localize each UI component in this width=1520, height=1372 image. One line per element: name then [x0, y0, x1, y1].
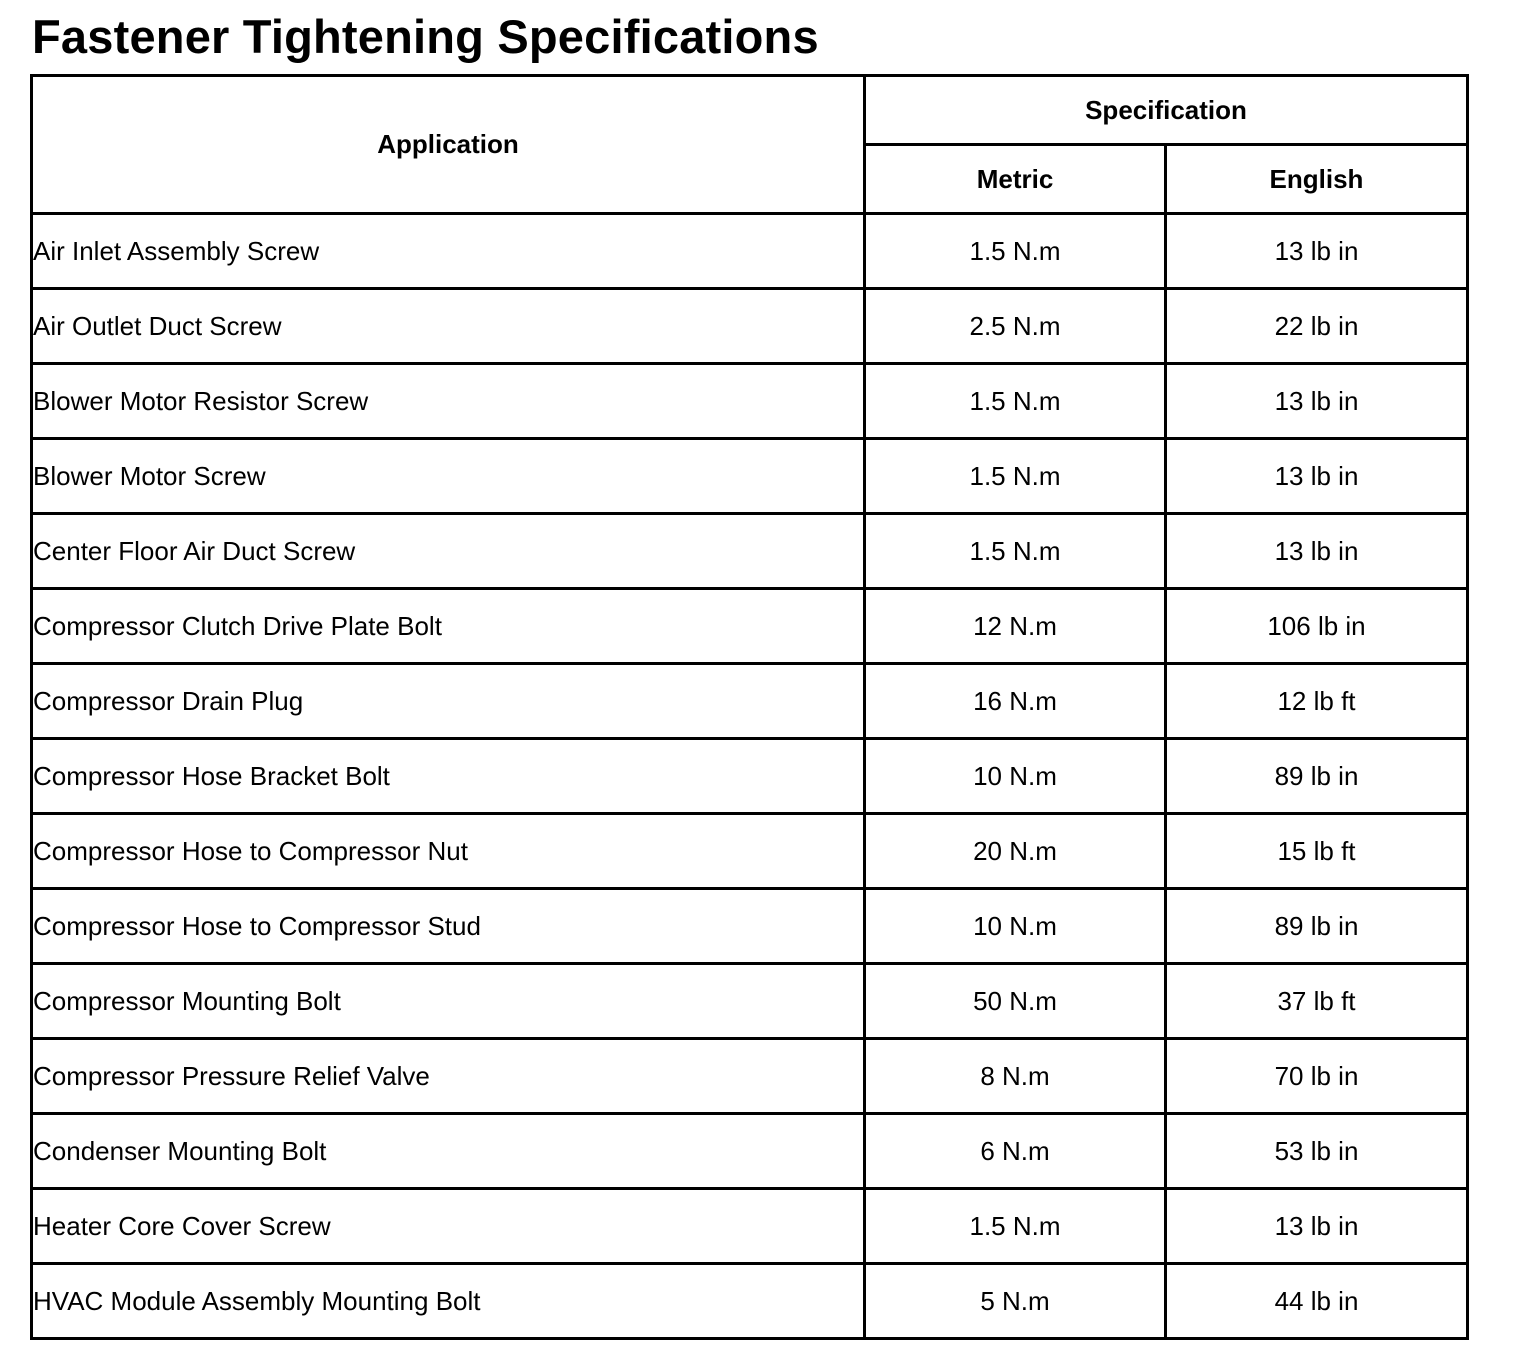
application-cell: Blower Motor Screw	[32, 439, 865, 514]
english-cell: 12 lb ft	[1166, 664, 1468, 739]
column-header-english: English	[1166, 145, 1468, 214]
metric-cell: 50 N.m	[865, 964, 1166, 1039]
table-row	[32, 214, 1468, 289]
column-header-application: Application	[32, 76, 865, 214]
table-body	[32, 214, 1468, 1339]
page-title: Fastener Tightening Specifications	[32, 10, 819, 63]
metric-cell: 1.5 N.m	[865, 514, 1166, 589]
english-cell: 13 lb in	[1166, 1189, 1468, 1264]
application-cell: Condenser Mounting Bolt	[32, 1114, 865, 1189]
english-cell: 106 lb in	[1166, 589, 1468, 664]
application-cell: Compressor Clutch Drive Plate Bolt	[32, 589, 865, 664]
english-cell: 13 lb in	[1166, 439, 1468, 514]
table-row	[32, 889, 1468, 964]
application-cell: Compressor Hose Bracket Bolt	[32, 739, 865, 814]
column-header-metric: Metric	[865, 145, 1166, 214]
table-row	[32, 1114, 1468, 1189]
metric-cell: 10 N.m	[865, 889, 1166, 964]
application-cell: Blower Motor Resistor Screw	[32, 364, 865, 439]
table-header	[32, 76, 1468, 214]
english-cell: 13 lb in	[1166, 364, 1468, 439]
english-cell: 53 lb in	[1166, 1114, 1468, 1189]
metric-cell: 20 N.m	[865, 814, 1166, 889]
english-cell: 22 lb in	[1166, 289, 1468, 364]
english-cell: 89 lb in	[1166, 739, 1468, 814]
metric-cell: 1.5 N.m	[865, 214, 1166, 289]
english-cell: 37 lb ft	[1166, 964, 1468, 1039]
metric-cell: 2.5 N.m	[865, 289, 1166, 364]
application-cell: Compressor Hose to Compressor Stud	[32, 889, 865, 964]
metric-cell: 16 N.m	[865, 664, 1166, 739]
table-row	[32, 589, 1468, 664]
column-header-specification: Specification	[865, 76, 1468, 145]
header-row-top	[32, 76, 1468, 145]
english-cell: 15 lb ft	[1166, 814, 1468, 889]
table-row	[32, 289, 1468, 364]
table-row	[32, 1264, 1468, 1339]
english-cell: 13 lb in	[1166, 514, 1468, 589]
table-row	[32, 664, 1468, 739]
english-cell: 13 lb in	[1166, 214, 1468, 289]
application-cell: Compressor Mounting Bolt	[32, 964, 865, 1039]
english-cell: 44 lb in	[1166, 1264, 1468, 1339]
table-row	[32, 514, 1468, 589]
fastener-spec-table	[30, 74, 1469, 1340]
application-cell: Compressor Hose to Compressor Nut	[32, 814, 865, 889]
metric-cell: 1.5 N.m	[865, 364, 1166, 439]
metric-cell: 8 N.m	[865, 1039, 1166, 1114]
application-cell: Center Floor Air Duct Screw	[32, 514, 865, 589]
metric-cell: 12 N.m	[865, 589, 1166, 664]
application-cell: HVAC Module Assembly Mounting Bolt	[32, 1264, 865, 1339]
application-cell: Compressor Pressure Relief Valve	[32, 1039, 865, 1114]
metric-cell: 10 N.m	[865, 739, 1166, 814]
table-row	[32, 439, 1468, 514]
application-cell: Compressor Drain Plug	[32, 664, 865, 739]
application-cell: Air Outlet Duct Screw	[32, 289, 865, 364]
application-cell: Heater Core Cover Screw	[32, 1189, 865, 1264]
table-row	[32, 964, 1468, 1039]
table-row	[32, 1039, 1468, 1114]
table-row	[32, 1189, 1468, 1264]
table-row	[32, 739, 1468, 814]
english-cell: 70 lb in	[1166, 1039, 1468, 1114]
table-row	[32, 364, 1468, 439]
metric-cell: 6 N.m	[865, 1114, 1166, 1189]
english-cell: 89 lb in	[1166, 889, 1468, 964]
application-cell: Air Inlet Assembly Screw	[32, 214, 865, 289]
metric-cell: 1.5 N.m	[865, 1189, 1166, 1264]
metric-cell: 1.5 N.m	[865, 439, 1166, 514]
metric-cell: 5 N.m	[865, 1264, 1166, 1339]
table-row	[32, 814, 1468, 889]
